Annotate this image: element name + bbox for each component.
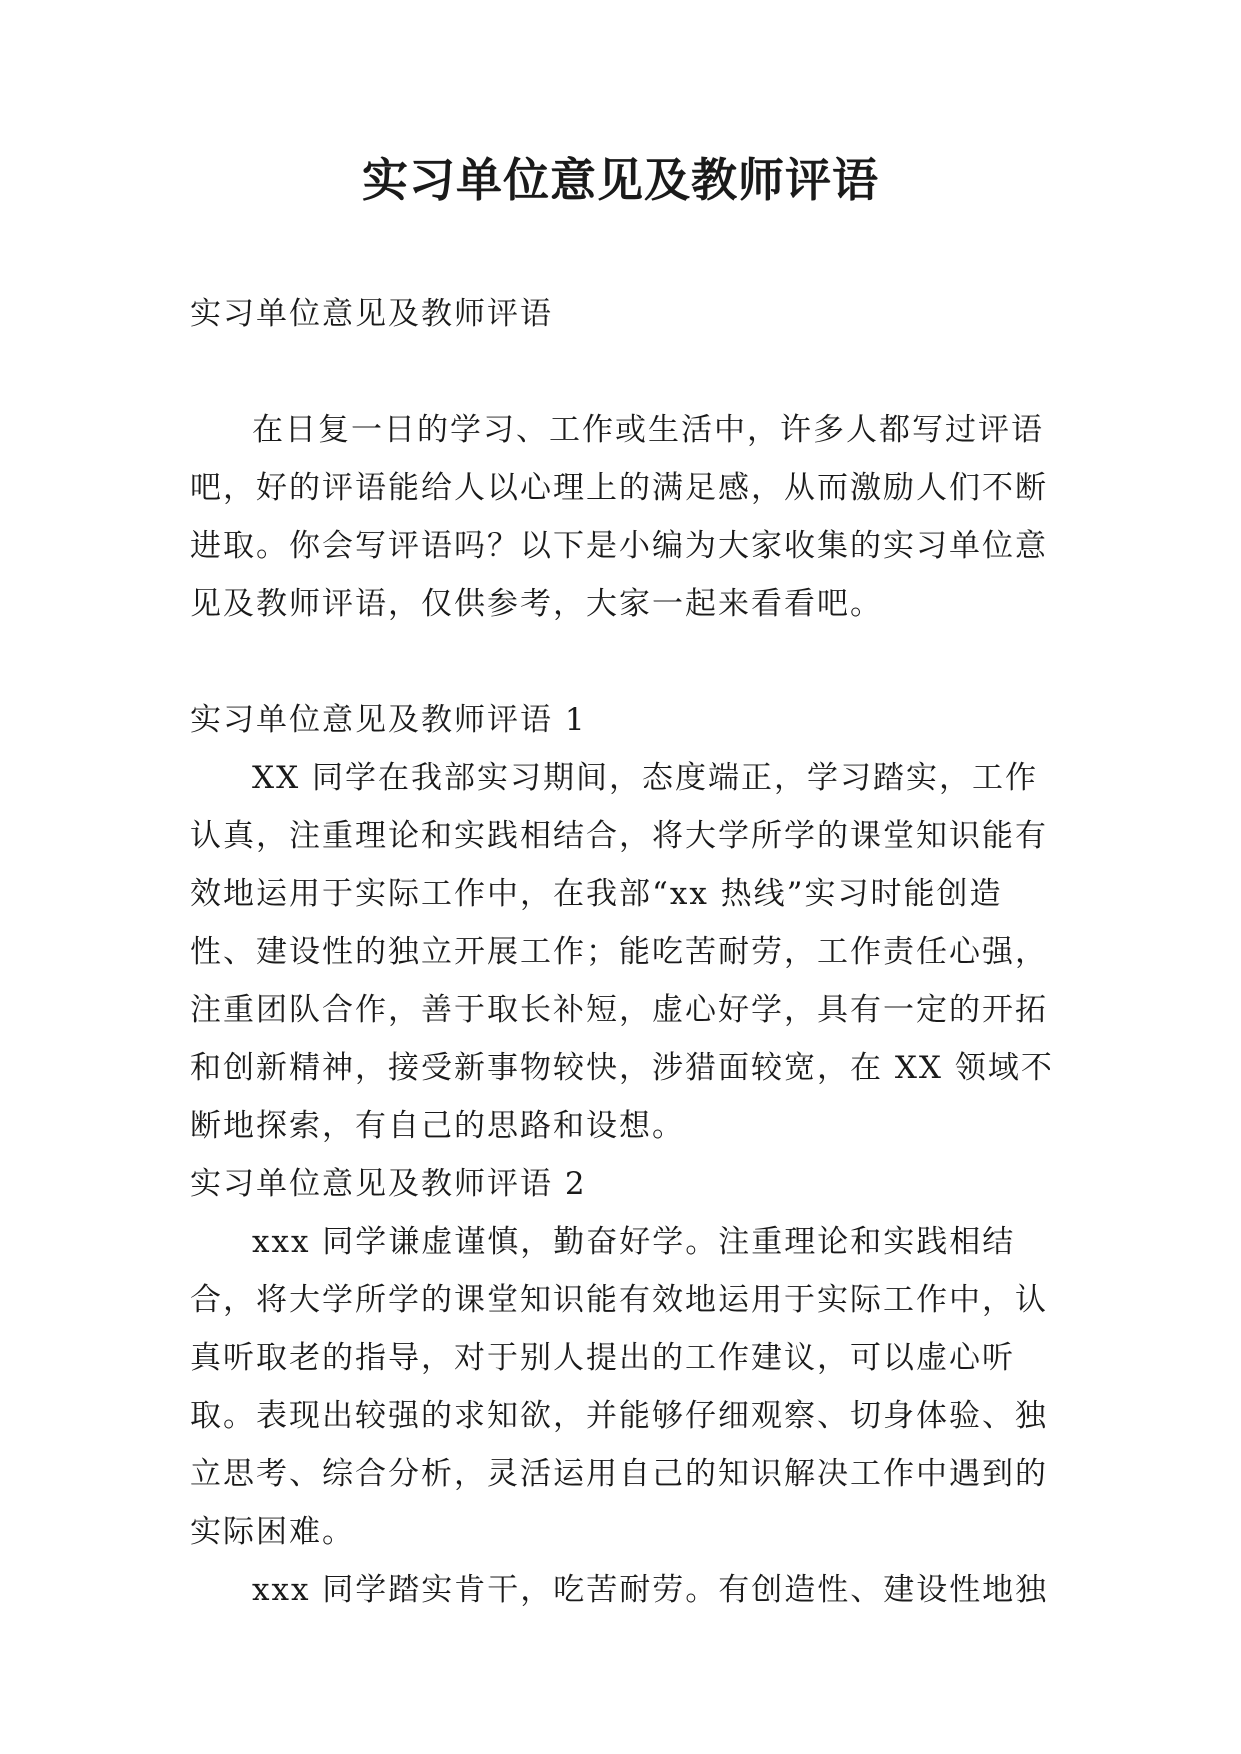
document-body (190, 285, 1060, 1619)
document-subtitle: 实习单位意见及教师评语 (190, 296, 553, 332)
section-2-heading: 实习单位意见及教师评语 2 (190, 1166, 587, 1202)
intro-paragraph: 在日复一日的学习、工作或生活中，许多人都写过评语吧，好的评语能给人以心理上的满足感，从而激励人们不断进取。你会写评语吗？以下是小编为大家收集的实习单位意见及教师评语，仅供参考，大家一起来看看吧。 (190, 412, 1048, 622)
section-2-paragraph-2: xxx 同学踏实肯干，吃苦耐劳。有创造性、建设性地独 (252, 1572, 1049, 1608)
section-1-heading: 实习单位意见及教师评语 1 (190, 702, 587, 738)
document-title: 实习单位意见及教师评语 (362, 153, 879, 207)
section-2-paragraph-1: xxx 同学谦虚谨慎，勤奋好学。注重理论和实践相结合，将大学所学的课堂知识能有效地运用于实际工作中，认真听取老的指导，对于别人提出的工作建议，可以虚心听取。表现出较强的求知欲，并能够仔细观察、切身体验、独立思考、综合分析，灵活运用自己的知识解决工作中遇到的实际困难。 (190, 1224, 1048, 1550)
section-1-paragraph-1: XX 同学在我部实习期间，态度端正，学习踏实，工作认真，注重理论和实践相结合，将大学所学的课堂知识能有效地运用于实际工作中，在我部“xx 热线”实习时能创造性、建设性的独立开展工作；能吃苦耐劳，工作责任心强，注重团队合作，善于取长补短，虚心好学，具有一定的开拓和创新精神，接受新事物较快，涉猎面较宽，在 XX 领域不断地探索，有自己的思路和设想。 (190, 760, 1054, 1144)
